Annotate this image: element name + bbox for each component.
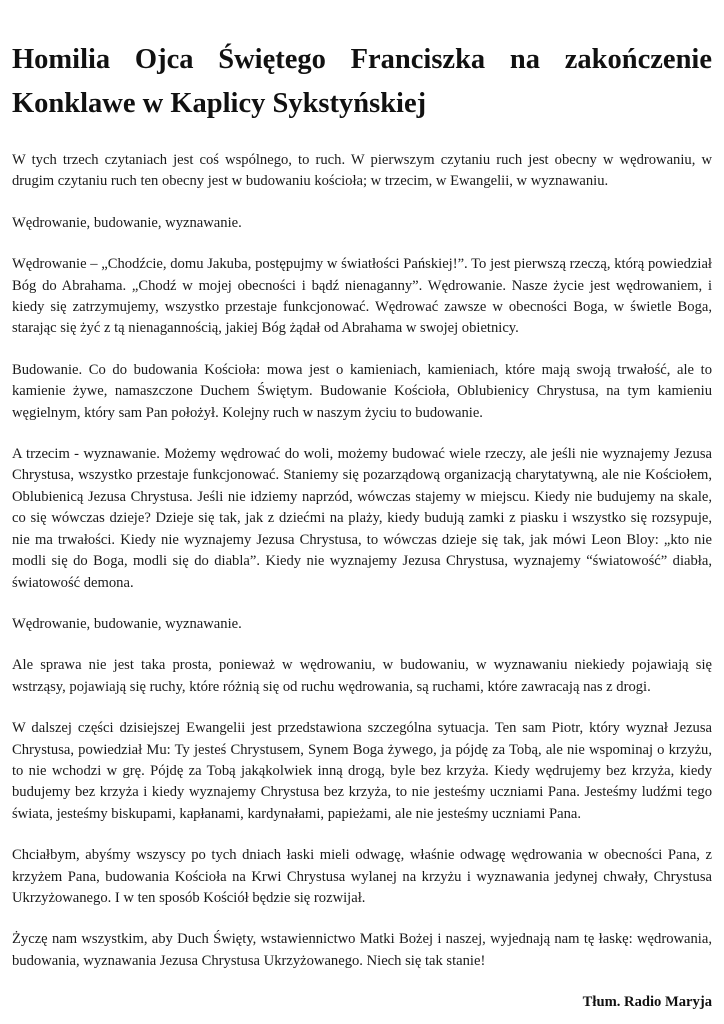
paragraph-5: A trzecim - wyznawanie. Możemy wędrować do woli, możemy budować wiele rzeczy, ale jeśli nie wyznajemy Jezusa Chrystusa, wszystko przestaje funkcjonować. Staniemy się pozarządową organizacją charytatywną, ale nie Kościołem, Oblubienicą Jezusa Chrystusa. Jeśli nie idziemy naprzód, wówczas stajemy w miejscu. Kiedy nie budujemy na skale, co się wówczas dzieje? Dzieje się tak, jak z dziećmi na plaży, kiedy budują zamki z piasku i wszystko się rozsypuje, nie ma trwałości. Kiedy nie wyznajemy Jezusa Chrystusa, to wówczas dzieje się tak, jak mówi Leon Bloy: „kto nie modli się do Boga, modli się do diabla”. Kiedy nie wyznajemy Jezusa Chrystusa, wyznajemy “światowość” diabła, światowość demona. <box>12 446 712 591</box>
paragraph-1: W tych trzech czytaniach jest coś wspólnego, to ruch. W pierwszym czytaniu ruch jest obecny w wędrowaniu, w drugim czytaniu ruch ten obecny jest w budowaniu kościoła; w trzecim, w Ewangelii, w wyznawaniu. <box>12 152 712 190</box>
paragraph-6: Wędrowanie, budowanie, wyznawanie. <box>12 615 242 632</box>
paragraph-8: W dalszej części dzisiejszej Ewangelii jest przedstawiona szczególna sytuacja. Ten sam Piotr, który wyznał Jezusa Chrystusa, powiedział Mu: Ty jesteś Chrystusem, Synem Boga żywego, ja pójdę za Tobą, ale nie wspominaj o krzyżu, to nie wchodzi w grę. Pójdę za Tobą jakąkolwiek inną drogą, byle bez krzyża. Kiedy wędrujemy bez krzyża, kiedy budujemy bez krzyża i kiedy wyznajemy Chrystusa bez krzyża, to nie jesteśmy uczniami Pana. Jesteśmy ludźmi tego świata, jesteśmy biskupami, kapłanami, kardynałami, papieżami, ale nie jesteśmy uczniami Pana. <box>12 720 712 822</box>
paragraph-10: Życzę nam wszystkim, aby Duch Święty, wstawiennictwo Matki Bożej i naszej, wyjednają nam tę łaskę: wędrowania, budowania, wyznawania Jezusa Chrystusa Ukrzyżowanego. Niech się tak stanie! <box>12 931 712 969</box>
document-title: Homilia Ojca Świętego Franciszka na zakończenie Konklawe w Kaplicy Sykstyńskiej <box>12 44 712 119</box>
paragraph-7: Ale sprawa nie jest taka prosta, ponieważ w wędrowaniu, w budowaniu, w wyznawaniu niekiedy pojawiają się wstrząsy, pojawiają się ruchy, które różnią się od ruchu wędrowania, są ruchami, które zawracają nas z drogi. <box>12 657 712 695</box>
paragraph-9: Chciałbym, abyśmy wszyscy po tych dniach łaski mieli odwagę, właśnie odwagę wędrowania w obecności Pana, z krzyżem Pana, budowania Kościoła na Krwi Chrystusa wylanej na krzyżu i wyznawania jedynej chwały, Chrystusa Ukrzyżowanego. I w ten sposób Kościół będzie się rozwijał. <box>12 847 712 906</box>
document-page <box>12 38 712 1013</box>
translator-signature: Tłum. Radio Maryja <box>582 994 712 1011</box>
paragraph-3: Wędrowanie – „Chodźcie, domu Jakuba, postępujmy w światłości Pańskiej!”. To jest pierwszą rzeczą, którą powiedział Bóg do Abrahama. „Chodź w mojej obecności i bądź nienaganny”. Wędrowanie. Nasze życie jest wędrowaniem, i kiedy się zatrzymujemy, wszystko przestaje funkcjonować. Wędrować zawsze w obecności Boga, w świetle Boga, starając się żyć z tą nienagannością, jakiej Bóg żądał od Abrahama w swojej obietnicy. <box>12 256 712 337</box>
paragraph-2: Wędrowanie, budowanie, wyznawanie. <box>12 214 242 231</box>
paragraph-4: Budowanie. Co do budowania Kościoła: mowa jest o kamieniach, kamieniach, które mają swoją trwałość, ale to kamienie żywe, namaszczone Duchem Świętym. Budowanie Kościoła, Oblubienicy Chrystusa, na tym kamieniu węgielnym, który sam Pan położył. Kolejny ruch w naszym życiu to budowanie. <box>12 361 712 421</box>
